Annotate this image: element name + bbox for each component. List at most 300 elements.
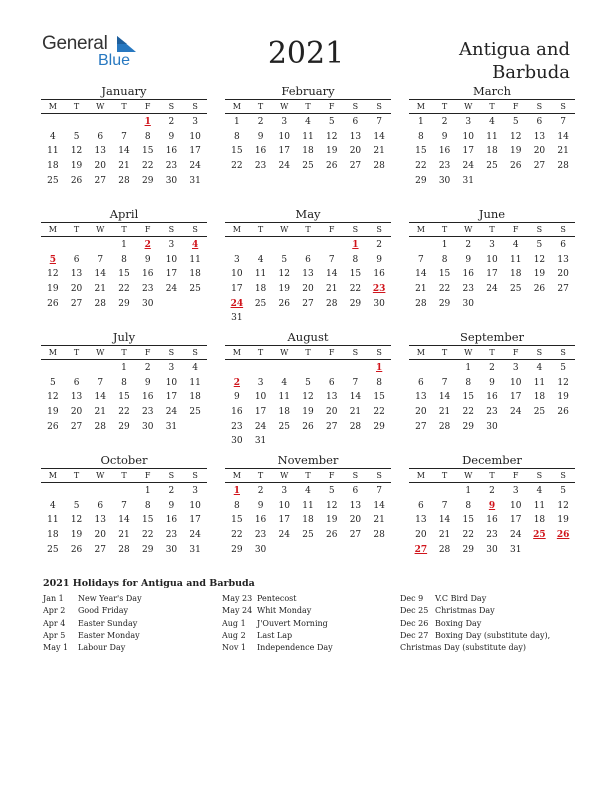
holiday-name: Easter Sunday	[78, 618, 138, 628]
day-cell: 27	[349, 530, 362, 541]
holiday-day-cell: 2	[233, 377, 240, 388]
day-cell: 26	[325, 530, 338, 541]
day-cell: 10	[278, 500, 290, 511]
month-title: March	[473, 84, 511, 98]
day-cell: 31	[189, 544, 201, 555]
day-cell: 7	[121, 500, 127, 511]
holiday-name: Good Friday	[78, 606, 129, 616]
day-cell: 25	[486, 161, 498, 172]
weekday-label: M	[48, 471, 57, 480]
day-cell: 5	[536, 240, 543, 250]
day-cell: 14	[373, 500, 385, 511]
day-cell: 1	[233, 117, 240, 127]
weekday-label: F	[144, 225, 151, 234]
holiday-day-cell: 1	[233, 486, 240, 496]
day-cell: 10	[278, 131, 290, 142]
holiday-day-cell: 27	[414, 544, 428, 555]
weekday-label: M	[232, 471, 241, 480]
holiday-name-continued: Christmas Day (substitute day)	[400, 643, 526, 653]
day-cell: 11	[509, 254, 522, 265]
day-cell: 24	[189, 530, 201, 541]
day-cell: 9	[257, 500, 264, 511]
weekday-label: T	[441, 471, 448, 480]
day-cell: 9	[441, 131, 448, 142]
day-cell: 22	[438, 284, 451, 295]
weekday-label: M	[232, 102, 241, 111]
day-cell: 13	[349, 500, 362, 511]
holiday-date: Dec 9	[400, 594, 424, 603]
day-cell: 4	[281, 377, 288, 388]
day-cell: 30	[438, 175, 451, 186]
weekday-label: S	[376, 348, 382, 357]
day-cell: 14	[415, 269, 427, 280]
day-cell: 15	[462, 515, 474, 526]
holiday-date: Dec 25	[400, 606, 429, 616]
day-cell: 5	[305, 377, 311, 388]
day-cell: 26	[302, 421, 314, 432]
month-title: December	[462, 453, 522, 467]
month-title: May	[295, 207, 321, 221]
holiday-name: Pentecost	[257, 594, 297, 603]
day-cell: 24	[165, 284, 178, 295]
weekday-label: W	[280, 471, 289, 480]
day-cell: 25	[533, 407, 546, 418]
day-cell: 10	[486, 254, 498, 265]
month-november	[225, 453, 391, 557]
holiday-day-cell: 1	[376, 363, 383, 373]
day-cell: 13	[557, 254, 569, 265]
day-cell: 19	[557, 392, 569, 403]
holiday-day-cell: 5	[49, 254, 56, 265]
weekday-label: W	[96, 348, 105, 357]
day-cell: 12	[70, 146, 83, 157]
day-cell: 13	[415, 515, 427, 526]
day-cell: 8	[233, 500, 240, 511]
day-cell: 11	[189, 254, 201, 265]
day-cell: 26	[70, 175, 83, 186]
weekday-label: T	[305, 225, 311, 234]
holiday-date: May 1	[43, 643, 69, 653]
day-cell: 10	[231, 269, 243, 280]
holiday-day-cell: 26	[556, 530, 570, 541]
day-cell: 7	[328, 254, 335, 265]
day-cell: 4	[49, 131, 56, 142]
day-cell: 9	[465, 254, 472, 265]
empty-day-cell	[249, 238, 273, 253]
weekday-label: S	[192, 102, 198, 111]
day-cell: 30	[486, 421, 498, 432]
day-cell: 23	[438, 161, 451, 172]
day-cell: 5	[73, 500, 80, 511]
day-cell: 12	[533, 254, 546, 265]
day-cell: 5	[560, 363, 566, 373]
day-cell: 20	[70, 407, 83, 418]
weekday-label: M	[48, 348, 57, 357]
day-cell: 1	[417, 117, 424, 127]
day-cell: 10	[165, 254, 178, 265]
day-cell: 4	[512, 240, 519, 250]
day-cell: 1	[441, 240, 448, 250]
month-title: April	[109, 207, 139, 221]
weekday-header	[409, 468, 575, 483]
weekday-label: S	[560, 471, 566, 480]
day-cell: 30	[141, 421, 154, 432]
weekday-label: W	[280, 102, 289, 111]
day-cell: 30	[486, 544, 498, 555]
day-cell: 15	[231, 146, 243, 157]
day-cell: 15	[415, 146, 427, 157]
day-cell: 15	[349, 269, 362, 280]
day-grid	[225, 484, 391, 557]
weekday-label: M	[48, 102, 57, 111]
day-cell: 2	[144, 363, 151, 373]
day-cell: 22	[118, 284, 130, 295]
day-cell: 21	[94, 407, 106, 418]
day-cell: 9	[257, 131, 264, 142]
holiday-row	[43, 642, 142, 654]
day-cell: 8	[441, 254, 448, 265]
day-cell: 14	[438, 515, 451, 526]
day-cell: 3	[465, 117, 472, 127]
weekday-label: S	[376, 471, 382, 480]
day-cell: 17	[509, 515, 522, 526]
empty-day-cell	[88, 484, 112, 499]
weekday-label: T	[121, 348, 127, 357]
empty-day-cell	[65, 238, 89, 253]
day-cell: 6	[417, 377, 424, 388]
day-cell: 2	[168, 486, 175, 496]
day-cell: 28	[415, 298, 427, 309]
holiday-date: Aug 1	[222, 618, 246, 628]
weekday-label: F	[144, 348, 151, 357]
day-cell: 29	[118, 421, 130, 432]
day-cell: 25	[278, 421, 290, 432]
day-cell: 21	[325, 284, 338, 295]
empty-day-cell	[112, 115, 136, 130]
holiday-row	[400, 618, 550, 630]
day-cell: 14	[438, 392, 451, 403]
holiday-date: Jan 1	[43, 594, 64, 603]
day-cell: 4	[536, 363, 543, 373]
weekday-label: S	[536, 348, 543, 357]
weekday-label: T	[257, 471, 264, 480]
holiday-day-cell: 9	[488, 500, 496, 511]
weekday-label: S	[560, 102, 566, 111]
day-cell: 27	[415, 421, 427, 432]
day-cell: 16	[231, 407, 243, 418]
day-cell: 17	[165, 392, 178, 403]
day-cell: 28	[94, 421, 106, 432]
day-cell: 2	[489, 363, 495, 373]
day-cell: 14	[118, 146, 130, 157]
weekday-label: W	[96, 471, 105, 480]
day-cell: 6	[97, 500, 104, 511]
day-cell: 1	[144, 486, 151, 496]
day-cell: 3	[192, 117, 198, 127]
day-cell: 19	[325, 515, 338, 526]
day-cell: 8	[465, 500, 472, 511]
day-cell: 22	[415, 161, 427, 172]
day-cell: 29	[141, 175, 154, 186]
day-cell: 13	[94, 146, 106, 157]
day-cell: 26	[533, 284, 546, 295]
empty-day-cell	[41, 115, 65, 130]
day-cell: 27	[557, 284, 569, 295]
weekday-label: M	[416, 348, 425, 357]
holiday-date: Dec 27	[400, 630, 429, 640]
weekday-header	[41, 468, 207, 483]
day-cell: 27	[302, 298, 314, 309]
day-cell: 22	[349, 284, 362, 295]
day-cell: 10	[509, 500, 522, 511]
day-cell: 20	[415, 407, 427, 418]
weekday-label: T	[73, 348, 80, 357]
day-cell: 11	[302, 131, 314, 142]
holiday-row	[222, 605, 333, 617]
weekday-label: S	[536, 225, 543, 234]
day-cell: 22	[141, 161, 154, 172]
day-cell: 28	[349, 421, 362, 432]
day-cell: 8	[376, 377, 382, 388]
day-cell: 1	[121, 240, 127, 250]
weekday-label: T	[441, 102, 448, 111]
day-cell: 18	[533, 392, 546, 403]
day-cell: 21	[349, 407, 362, 418]
month-december	[409, 453, 575, 557]
day-grid	[41, 361, 207, 434]
day-cell: 31	[189, 175, 201, 186]
holiday-row	[43, 630, 142, 642]
day-cell: 4	[192, 363, 198, 373]
weekday-label: F	[144, 102, 151, 111]
month-january	[41, 84, 207, 188]
weekday-header	[409, 222, 575, 237]
day-grid	[409, 361, 575, 434]
day-cell: 15	[141, 515, 154, 526]
weekday-label: W	[96, 102, 105, 111]
weekday-header	[409, 345, 575, 360]
day-cell: 29	[462, 421, 474, 432]
day-cell: 7	[97, 254, 104, 265]
day-cell: 19	[47, 407, 59, 418]
day-cell: 22	[231, 530, 243, 541]
day-cell: 28	[325, 298, 338, 309]
day-cell: 14	[373, 131, 385, 142]
day-cell: 7	[441, 500, 448, 511]
weekday-label: T	[489, 102, 495, 111]
day-cell: 3	[192, 486, 198, 496]
day-cell: 20	[70, 284, 83, 295]
holiday-row	[222, 618, 333, 630]
day-cell: 26	[70, 544, 83, 555]
day-cell: 4	[305, 486, 311, 496]
day-cell: 3	[512, 363, 519, 373]
day-cell: 21	[438, 530, 451, 541]
weekday-label: M	[48, 225, 57, 234]
day-cell: 4	[257, 254, 264, 265]
day-cell: 12	[278, 269, 290, 280]
day-cell: 29	[118, 298, 130, 309]
day-cell: 28	[118, 175, 130, 186]
holiday-day-cell: 4	[192, 240, 199, 250]
day-cell: 16	[141, 269, 154, 280]
day-cell: 15	[141, 146, 154, 157]
day-cell: 5	[281, 254, 288, 265]
weekday-label: W	[464, 102, 473, 111]
weekday-label: S	[536, 102, 543, 111]
holiday-date: Apr 2	[43, 606, 66, 616]
empty-day-cell	[88, 115, 112, 130]
day-cell: 19	[325, 146, 338, 157]
weekday-label: W	[280, 348, 289, 357]
empty-day-cell	[296, 361, 320, 376]
weekday-header	[41, 222, 207, 237]
day-cell: 3	[489, 240, 495, 250]
day-cell: 27	[70, 421, 83, 432]
day-cell: 12	[509, 131, 522, 142]
day-cell: 16	[373, 269, 385, 280]
empty-day-cell	[409, 361, 433, 376]
day-cell: 29	[462, 544, 474, 555]
day-cell: 9	[144, 377, 151, 388]
day-cell: 2	[376, 240, 382, 250]
day-grid	[225, 115, 391, 174]
day-cell: 9	[168, 131, 175, 142]
holiday-date: Aug 2	[222, 630, 246, 640]
day-cell: 14	[349, 392, 362, 403]
day-cell: 20	[557, 269, 569, 280]
month-may	[225, 207, 391, 326]
logo-text-general: General	[42, 33, 108, 54]
empty-day-cell	[65, 361, 89, 376]
day-cell: 30	[254, 544, 267, 555]
day-cell: 27	[325, 421, 338, 432]
day-cell: 17	[189, 146, 201, 157]
day-cell: 24	[462, 161, 474, 172]
day-cell: 7	[376, 486, 382, 496]
day-cell: 8	[144, 131, 151, 142]
day-cell: 23	[462, 284, 474, 295]
day-cell: 9	[144, 254, 151, 265]
day-cell: 26	[325, 161, 338, 172]
weekday-label: T	[121, 225, 127, 234]
day-cell: 7	[121, 131, 127, 142]
weekday-label: M	[416, 471, 425, 480]
weekday-label: S	[168, 102, 175, 111]
day-cell: 12	[325, 131, 338, 142]
day-cell: 29	[415, 175, 427, 186]
weekday-label: F	[512, 225, 519, 234]
day-cell: 23	[165, 530, 178, 541]
day-cell: 18	[509, 269, 522, 280]
day-cell: 15	[118, 392, 130, 403]
month-title: August	[287, 330, 329, 344]
weekday-label: F	[328, 102, 335, 111]
day-cell: 16	[462, 269, 474, 280]
holiday-name: New Year's Day	[78, 594, 142, 603]
day-cell: 15	[373, 392, 385, 403]
day-cell: 24	[189, 161, 201, 172]
day-cell: 24	[278, 530, 290, 541]
weekday-label: S	[560, 225, 566, 234]
day-cell: 6	[97, 131, 104, 142]
day-cell: 20	[94, 161, 106, 172]
day-cell: 11	[486, 131, 498, 142]
day-cell: 6	[305, 254, 311, 265]
day-cell: 24	[254, 421, 267, 432]
empty-day-cell	[272, 238, 296, 253]
weekday-label: T	[305, 471, 311, 480]
day-cell: 17	[278, 515, 290, 526]
day-cell: 31	[254, 436, 267, 447]
day-grid	[225, 238, 391, 326]
day-cell: 28	[373, 161, 385, 172]
empty-day-cell	[272, 361, 296, 376]
day-cell: 13	[533, 131, 546, 142]
holiday-day-cell: 24	[230, 298, 244, 309]
day-cell: 26	[557, 407, 569, 418]
day-grid	[409, 238, 575, 311]
day-cell: 14	[557, 131, 569, 142]
day-cell: 21	[94, 284, 106, 295]
country-name	[410, 38, 570, 84]
weekday-label: T	[73, 102, 80, 111]
day-cell: 19	[302, 407, 314, 418]
day-cell: 4	[489, 117, 495, 127]
day-cell: 11	[254, 269, 267, 280]
day-cell: 29	[349, 298, 362, 309]
weekday-label: T	[121, 102, 127, 111]
day-cell: 23	[486, 530, 498, 541]
weekday-label: M	[416, 225, 425, 234]
day-cell: 5	[73, 131, 80, 142]
holiday-name: Easter Monday	[78, 630, 140, 640]
weekday-header	[409, 99, 575, 114]
day-cell: 3	[281, 117, 288, 127]
weekday-header	[225, 345, 391, 360]
day-cell: 7	[417, 254, 424, 265]
weekday-label: S	[192, 471, 198, 480]
holiday-name: Christmas Day	[435, 606, 495, 616]
day-grid	[409, 115, 575, 188]
day-cell: 5	[49, 377, 56, 388]
day-cell: 6	[560, 240, 566, 250]
day-cell: 1	[121, 363, 127, 373]
day-cell: 22	[373, 407, 385, 418]
empty-day-cell	[320, 361, 344, 376]
month-july	[41, 330, 207, 434]
day-cell: 30	[165, 544, 178, 555]
holiday-name: Whit Monday	[257, 606, 312, 616]
day-cell: 7	[376, 117, 382, 127]
day-cell: 19	[47, 284, 59, 295]
day-cell: 23	[231, 421, 243, 432]
day-cell: 15	[462, 392, 474, 403]
day-cell: 25	[302, 161, 314, 172]
day-cell: 17	[254, 407, 267, 418]
weekday-label: F	[512, 348, 519, 357]
weekday-label: T	[73, 471, 80, 480]
month-title: November	[277, 453, 339, 467]
day-cell: 22	[141, 530, 154, 541]
day-cell: 6	[73, 254, 80, 265]
day-cell: 8	[233, 131, 240, 142]
day-cell: 6	[352, 486, 359, 496]
day-cell: 24	[509, 407, 522, 418]
empty-day-cell	[41, 361, 65, 376]
day-grid	[41, 238, 207, 311]
day-cell: 4	[305, 117, 311, 127]
